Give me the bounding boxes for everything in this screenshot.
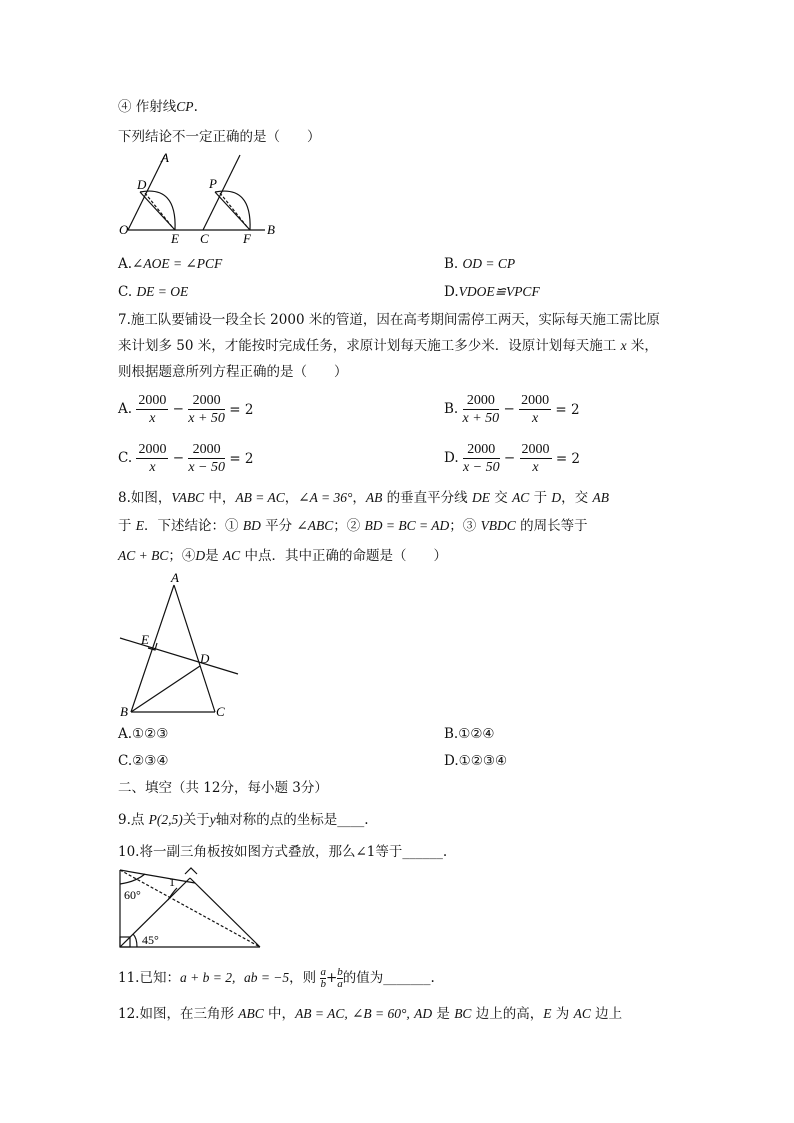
q7-option-d[interactable]: D. $\frac{2000}{x - 50}$ − $\frac{2000}{x}$ = 2 [444,442,581,475]
q10-angle-60: 60° [124,888,141,902]
q6-option-c[interactable]: C. DE = OE [118,284,189,300]
q7-option-a[interactable]: A. $\frac{2000}{x}$ − $\frac{2000}{x + 50}$ = 2 [118,393,254,426]
q9: 9.点 P(2,5)关于y轴对称的点的坐标是____. [118,812,369,828]
q6-step4: ④ 作射线CP. [118,99,198,115]
q10-figure [115,866,265,952]
q6-figure [115,150,285,245]
q8-figure [112,570,247,720]
q6-label-f: F [243,231,251,245]
q8-option-a[interactable]: A.①②③ [118,726,169,742]
q6-label-b: B [267,222,275,237]
q8-label-d: D [200,651,210,666]
q8-line2: 于 E．下述结论：① BD 平分 ∠ABC；② BD = BC = AD；③ VBDC 的周长等于 [118,518,588,534]
q12: 12.如图，在三角形 ABC 中，AB = AC, ∠B = 60°, AD 是 BC 边上的高，E 为 AC 边上 [118,1006,623,1022]
q8-label-a: A [171,570,179,585]
q11-blank[interactable]: _______ [383,970,431,986]
q6-option-b[interactable]: B. OD = CP [444,256,516,272]
q11: 11.已知：a + b = 2, ab = −5，则 $\frac{a}{b}$ + $\frac{b}{a}$ 的值为_______. [118,966,435,990]
q6-label-a: A [161,150,169,165]
q6-label-d: D [137,177,147,192]
q10-blank[interactable]: ______ [402,844,443,860]
q6-label-o: O [119,222,129,237]
q8-label-b: B [120,704,128,719]
q6-label-e: E [171,231,179,245]
q6-option-a[interactable]: A.∠AOE = ∠PCF [118,256,223,272]
q10-angle-45: 45° [142,933,159,947]
q8-label-c: C [216,704,225,719]
q9-blank[interactable]: ____ [337,812,365,828]
q6-label-c: C [200,231,209,245]
q8-option-c[interactable]: C.②③④ [118,753,169,769]
q7-line1: 7.施工队要铺设一段全长 2000 米的管道，因在高考期间需停工两天，实际每天施工需比原 [118,312,660,328]
q6-option-d[interactable]: D.VDOE≌VPCF [444,284,540,300]
q7-line2: 来计划多 50 米，才能按时完成任务，求原计划每天施工多少米．设原计划每天施工 x 米， [118,338,658,354]
q8-label-e: E [141,632,149,647]
q7-option-b[interactable]: B. $\frac{2000}{x + 50}$ − $\frac{2000}{x}$ = 2 [444,393,580,426]
q10: 10.将一副三角板按如图方式叠放，那么∠1等于______. [118,844,448,860]
q8-line1: 8.如图，VABC 中，AB = AC，∠A = 36°，AB 的垂直平分线 DE 交 AC 于 D，交 AB [118,490,609,506]
q8-option-b[interactable]: B.①②④ [444,726,495,742]
q10-angle-1: 1 [169,875,175,889]
q7-option-c[interactable]: C. $\frac{2000}{x}$ − $\frac{2000}{x - 50}$ = 2 [118,442,254,475]
q8-option-d[interactable]: D.①②③④ [444,753,508,769]
q7-line3: 则根据题意所列方程正确的是（ ） [118,364,348,380]
q8-line3: AC + BC；④D是 AC 中点．其中正确的命题是（ ） [118,548,447,564]
q6-label-p: P [209,176,217,191]
q6-prompt: 下列结论不一定正确的是（ ） [118,129,321,145]
section2-heading: 二、填空（共 12分，每小题 3分） [118,780,328,796]
